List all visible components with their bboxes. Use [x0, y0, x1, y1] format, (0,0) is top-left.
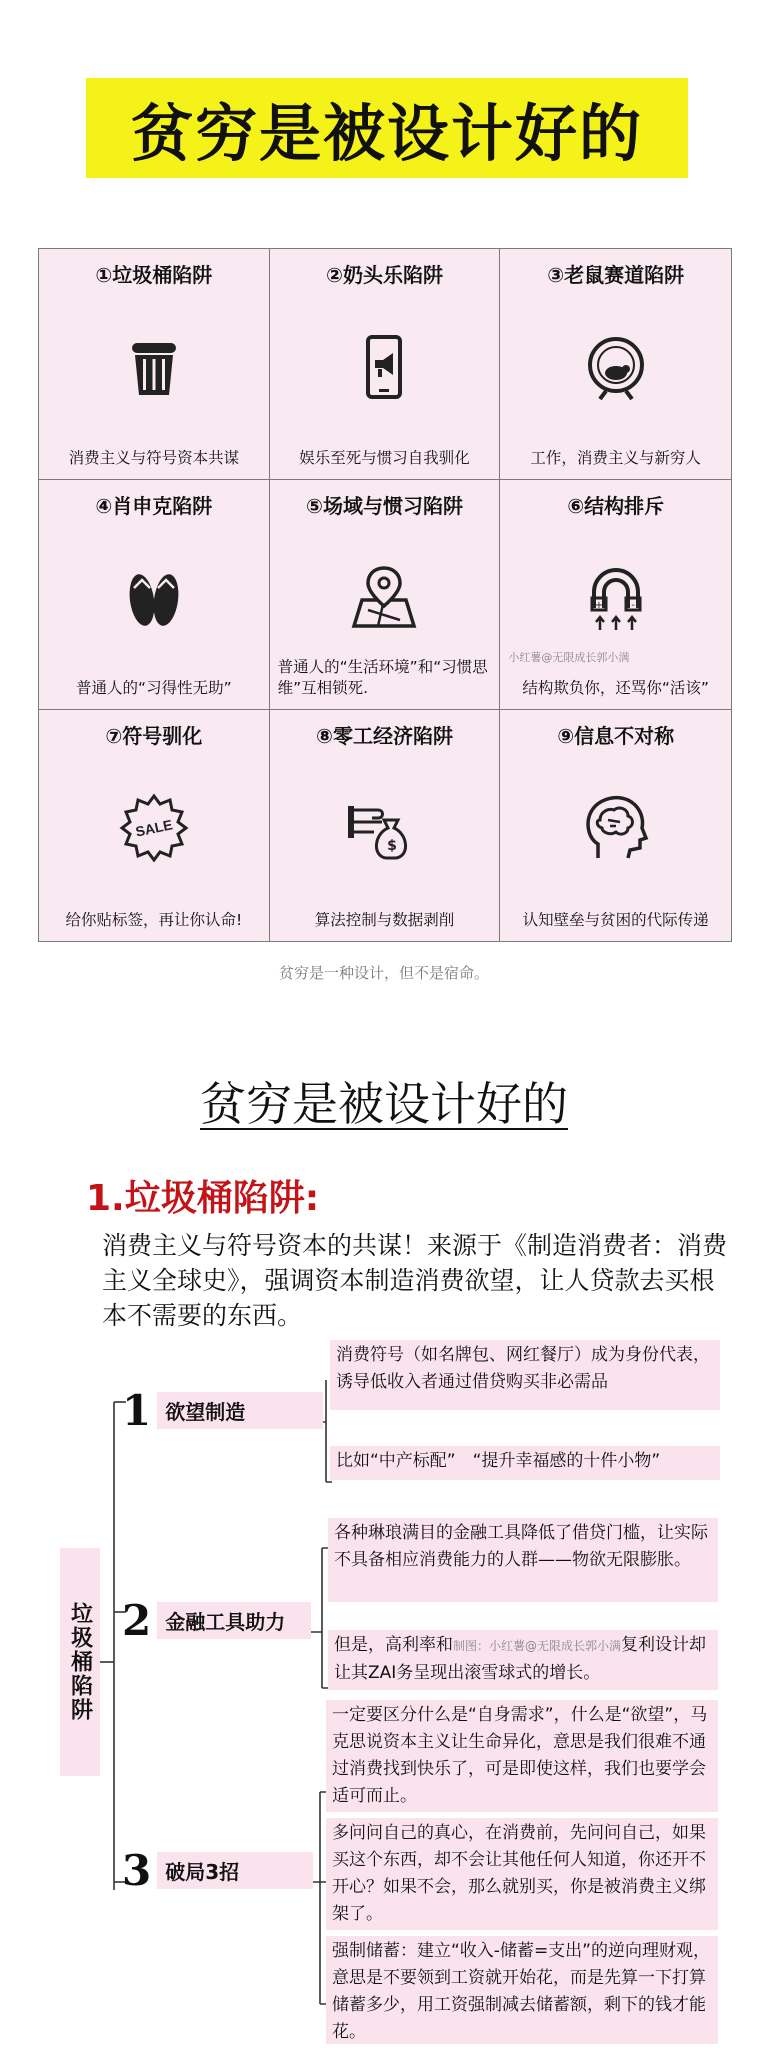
section-title: [0, 1068, 768, 1134]
branch-number: 2: [122, 1596, 152, 1645]
magnet-icon: [580, 562, 652, 634]
cell-title: ⑤场域与惯习陷阱: [306, 493, 463, 518]
cell-desc: 娱乐至死与惯习自我驯化: [299, 448, 470, 467]
grid-cell-flipflops: [39, 480, 270, 711]
section-heading: 1.垃圾桶陷阱:: [86, 1178, 320, 1219]
grid-cell-wheel: [500, 249, 731, 480]
leaf-text-part: 但是，高利率和: [334, 1635, 453, 1655]
mindmap-root-label: 垃圾桶陷阱: [67, 1602, 93, 1722]
grid-cell-magnet: [500, 480, 731, 711]
leaf-text: 比如“中产标配” “提升幸福感的十件小物”: [330, 1446, 720, 1480]
trap-grid: [38, 248, 732, 942]
cell-desc: 工作，消费主义与新穷人: [530, 448, 701, 467]
cell-title: ④肖申克陷阱: [95, 493, 213, 518]
watermark: 小红薯@无限成长郭小满: [508, 651, 630, 665]
hamster-wheel-icon: [580, 331, 652, 403]
grid-cell-map: [270, 480, 501, 711]
cell-desc: 算法控制与数据剥削: [314, 911, 455, 929]
branch-number: 3: [122, 1846, 152, 1895]
leaf-text-with-watermark: [328, 1630, 718, 1690]
cell-desc: 普通人的“习得性无助”: [76, 679, 232, 698]
grid-cell-info: [500, 710, 731, 941]
leaf-text-part: 复利设计却让其ZAI务呈现出滚雪球式的增长。: [334, 1635, 707, 1683]
cell-title: ①垃圾桶陷阱: [95, 263, 213, 287]
leaf-text: 各种琳琅满目的金融工具降低了借贷门槛，让实际不具备相应消费能力的人群——物欲无限膨胀。: [328, 1518, 718, 1602]
svg-text:+: +: [594, 599, 603, 611]
cell-desc: 消费主义与符号资本共谋: [68, 448, 240, 467]
branch-label: 欲望制造: [157, 1392, 323, 1429]
grid-cell-sale: [39, 710, 270, 941]
cell-title: ⑥结构排斥: [567, 493, 665, 518]
grid-cell-trash: [39, 249, 270, 480]
hand-money-bag-icon: [348, 792, 420, 864]
svg-text:-: -: [630, 599, 635, 611]
svg-text:$: $: [387, 838, 398, 855]
watermark: 制图：小红薯@无限成长郭小满: [453, 1639, 622, 1653]
cell-desc: 认知壁垒与贫困的代际传递: [522, 911, 709, 929]
phone-megaphone-icon: [348, 331, 420, 403]
section-intro: 消费主义与符号资本的共谋！来源于《制造消费者：消费主义全球史》，强调资本制造消费欲望，让人贷款去买根本不需要的东西。: [102, 1231, 728, 1330]
cell-title: ⑨信息不对称: [557, 724, 675, 749]
cell-title: ③老鼠赛道陷阱: [547, 263, 685, 287]
branch-label: 金融工具助力: [157, 1602, 311, 1639]
trash-can-icon: [118, 331, 190, 403]
title-banner: [86, 78, 688, 178]
cell-title: ⑧零工经济陷阱: [316, 724, 453, 749]
grid-caption: 贫穷是一种设计，但不是宿命。: [278, 964, 489, 982]
mindmap-branch-1: [122, 1386, 323, 1435]
leaf-text: 强制储蓄：建立“收入-储蓄=支出”的逆向理财观，意思是不要领到工资就开始花，而是先算一下打算储蓄多少，用工资强制减去储蓄额，剩下的钱才能花。: [326, 1936, 718, 2044]
leaf-text: 消费符号（如名牌包、网红餐厅）成为身份代表，诱导低收入者通过借贷购买非必需品: [330, 1340, 720, 1410]
cell-desc: 给你贴标签，再让你认命!: [65, 911, 243, 929]
grid-cell-giglabor: [270, 710, 501, 941]
mindmap-branch-3: [122, 1846, 313, 1895]
branch-number: 1: [122, 1386, 152, 1435]
sale-badge-icon: [118, 792, 190, 864]
map-pin-icon: [348, 562, 420, 634]
svg-text:SALE: SALE: [133, 816, 174, 841]
flip-flops-icon: [118, 562, 190, 634]
section-title-text: 贫穷是被设计好的: [200, 1077, 568, 1131]
cell-title: ②奶头乐陷阱: [326, 263, 443, 287]
head-brain-icon: [580, 792, 652, 864]
cell-desc: 普通人的“生活环境”和“习惯思维”互相锁死.: [277, 658, 488, 698]
branch-label: 破局3招: [157, 1852, 313, 1889]
grid-cell-phone: [270, 249, 501, 480]
cell-title: ⑦符号驯化: [105, 724, 203, 749]
page-title: 贫穷是被设计好的: [130, 96, 643, 170]
cell-desc: 结构欺负你，还骂你“活该”: [522, 679, 709, 698]
leaf-text: 多问问自己的真心，在消费前，先问问自己，如果买这个东西，却不会让其他任何人知道，你还开不开心？如果不会，那么就别买，你是被消费主义绑架了。: [326, 1818, 718, 1930]
mindmap-branch-2: [122, 1596, 311, 1645]
leaf-text: 一定要区分什么是“自身需求”，什么是“欲望”，马克思说资本主义让生命异化，意思是我们很难不通过消费找到快乐了，可是即使这样，我们也要学会适可而止。: [326, 1700, 718, 1812]
mindmap-root: [60, 1548, 100, 1776]
